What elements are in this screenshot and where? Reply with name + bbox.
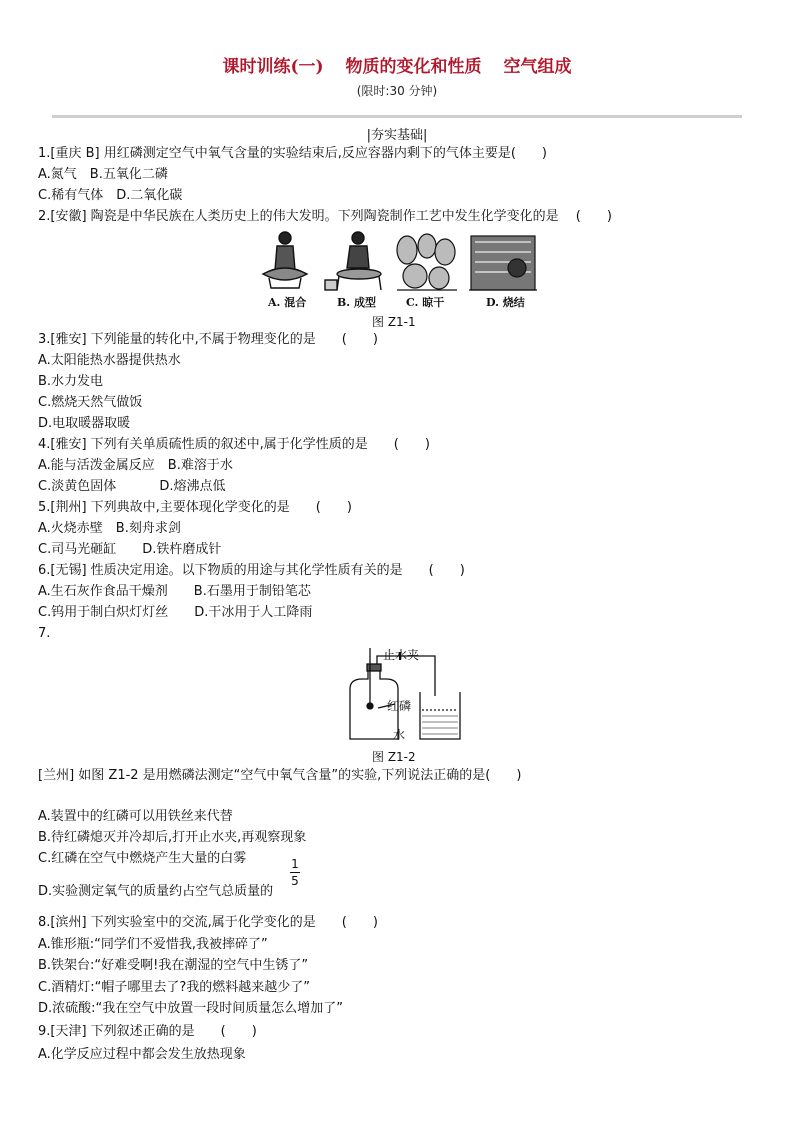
label-firing: D. 烧结 xyxy=(486,296,525,309)
label-water: 水 xyxy=(393,728,406,742)
shaping-illustration xyxy=(325,232,381,290)
figure-caption-2: 图 Z1-2 xyxy=(372,750,416,764)
figure-caption-1: 图 Z1-1 xyxy=(372,315,416,329)
q4-stem: 4.[雅安] 下列有关单质硫性质的叙述中,属于化学性质的是 ( ) xyxy=(38,437,430,452)
label-drying: C. 晾干 xyxy=(406,296,445,309)
q5-options-1: A.火烧赤壁 B.刻舟求剑 xyxy=(38,521,181,536)
page-title xyxy=(0,52,794,77)
title-part-2: 物质的变化和性质 xyxy=(345,57,482,77)
q8-option-b: B.铁架台:“好难受啊!我在潮湿的空气中生锈了” xyxy=(38,958,309,973)
label-mixing: A. 混合 xyxy=(268,296,307,309)
q8-option-d: D.浓硫酸:“我在空气中放置一段时间质量怎么增加了” xyxy=(38,1001,343,1016)
q2-stem: 2.[安徽] 陶瓷是中华民族在人类历史上的伟大发明。下列陶瓷制作工艺中发生化学变化的是 ( ) xyxy=(38,209,612,224)
q1-options-2: C.稀有气体 D.二氧化碳 xyxy=(38,188,183,203)
q7-option-a: A.装置中的红磷可以用铁丝来代替 xyxy=(38,809,233,824)
q4-options-2: C.淡黄色固体 D.熔沸点低 xyxy=(38,479,226,494)
title-part-3: 空气组成 xyxy=(503,57,572,77)
q8-option-c: C.酒精灯:“帽子哪里去了?我的燃料越来越少了” xyxy=(38,980,310,995)
fraction-numerator: 1 xyxy=(291,857,299,871)
q6-options-1: A.生石灰作食品干燥剂 B.石墨用于制铅笔芯 xyxy=(38,584,311,599)
q3-stem: 3.[雅安] 下列能量的转化中,不属于物理变化的是 ( ) xyxy=(38,332,378,347)
q9-stem: 9.[天津] 下列叙述正确的是 ( ) xyxy=(38,1024,257,1039)
q1-stem: 1.[重庆 B] 用红磷测定空气中氧气含量的实验结束后,反应容器内剩下的气体主要是( ) xyxy=(38,146,548,161)
q4-options-1: A.能与活泼金属反应 B.难溶于水 xyxy=(38,458,233,473)
drying-illustration xyxy=(397,234,457,290)
title-part-1: 课时训练(一) xyxy=(222,57,324,77)
q3-option-d: D.电取暖器取暖 xyxy=(38,416,131,431)
q6-options-2: C.钨用于制白炽灯灯丝 D.干冰用于人工降雨 xyxy=(38,605,313,620)
q3-option-a: A.太阳能热水器提供热水 xyxy=(38,353,181,368)
header-divider xyxy=(52,115,742,118)
label-phosphorus: 红磷 xyxy=(387,699,412,713)
q8-option-a: A.锥形瓶:“同学们不爱惜我,我被摔碎了” xyxy=(38,937,268,952)
q7-option-b: B.待红磷熄灭并冷却后,打开止水夹,再观察现象 xyxy=(38,830,307,845)
section-label: |夯实基础| xyxy=(366,128,428,143)
q1-options-1: A.氮气 B.五氧化二磷 xyxy=(38,167,168,182)
q7-option-c: C.红磷在空气中燃烧产生大量的白雾 xyxy=(38,851,247,866)
mixing-illustration xyxy=(263,232,307,288)
q5-options-2: C.司马光砸缸 D.铁杵磨成针 xyxy=(38,542,222,557)
q7-option-d: D.实验测定氧气的质量约占空气总质量的 xyxy=(38,884,274,899)
label-clip: 止水夹 xyxy=(383,648,420,662)
q5-stem: 5.[荆州] 下列典故中,主要体现化学变化的是 ( ) xyxy=(38,500,352,515)
fraction-denominator: 5 xyxy=(291,874,299,888)
time-limit: (限时:30 分钟) xyxy=(356,84,438,98)
q6-stem: 6.[无锡] 性质决定用途。以下物质的用途与其化学性质有关的是 ( ) xyxy=(38,563,465,578)
label-shaping: B. 成型 xyxy=(337,296,376,309)
q9-option-a: A.化学反应过程中都会发生放热现象 xyxy=(38,1047,246,1062)
q3-option-c: C.燃烧天然气做饭 xyxy=(38,395,143,410)
q3-option-b: B.水力发电 xyxy=(38,374,104,389)
q7-stem: [兰州] 如图 Z1-2 是用燃磷法测定“空气中氧气含量”的实验,下列说法正确的是( ) xyxy=(38,768,522,783)
q8-stem: 8.[滨州] 下列实验室中的交流,属于化学变化的是 ( ) xyxy=(38,915,378,930)
firing-illustration xyxy=(469,236,537,290)
q7-number: 7. xyxy=(38,626,51,641)
fraction-one-fifth xyxy=(290,857,300,888)
